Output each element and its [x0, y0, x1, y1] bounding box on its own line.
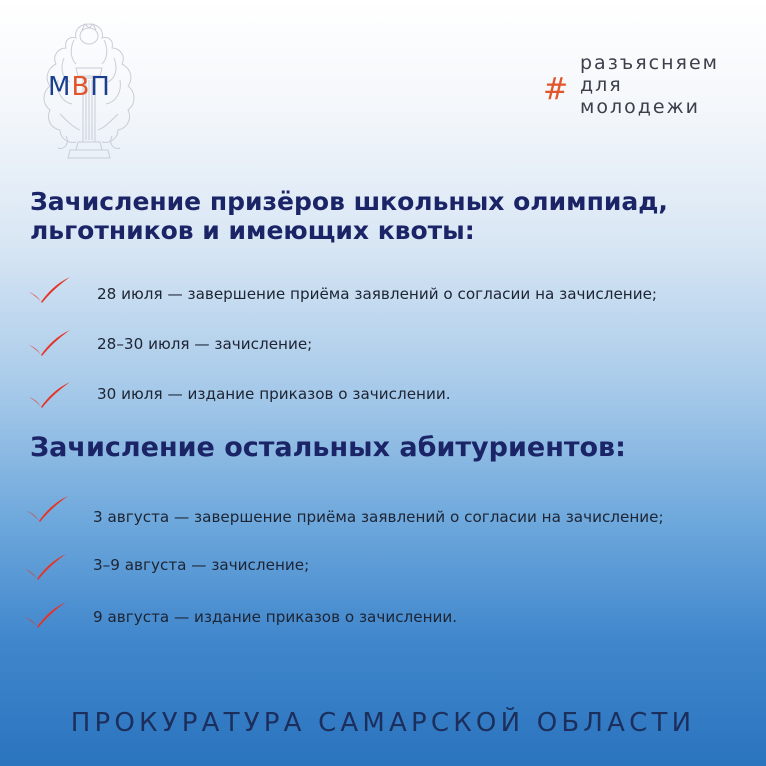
logo-suffix: П — [90, 72, 111, 102]
footer-organization: ПРОКУРАТУРА САМАРСКОЙ ОБЛАСТИ — [70, 708, 696, 738]
logo-accent: В — [71, 72, 91, 102]
list-item — [0, 550, 766, 590]
item-text: 28 июля — завершение приёма заявлений о согласии на зачисление; — [97, 285, 658, 303]
checkmark-icon — [26, 328, 72, 358]
checkmark-icon — [22, 552, 68, 582]
list-item — [0, 598, 766, 638]
item-text: 3 августа — завершение приёма заявлений о согласии на зачисление; — [93, 508, 664, 526]
list-item — [0, 494, 766, 534]
list-item — [0, 378, 766, 418]
tagline — [580, 52, 760, 118]
tagline-line: для — [580, 74, 623, 96]
checkmark-icon — [26, 275, 72, 305]
item-text: 28–30 июля — зачисление; — [97, 335, 313, 353]
list-item — [0, 275, 766, 315]
section2-title: Зачисление остальных абитуриентов: — [30, 432, 626, 463]
section1-title-line1: Зачисление призёров школьных олимпиад, — [30, 187, 668, 216]
checkmark-icon — [22, 600, 68, 630]
section1-title-line2: льготников и имеющих квоты: — [30, 216, 475, 245]
item-text: 30 июля — издание приказов о зачислении. — [97, 385, 451, 403]
tagline-line: разъясняем — [580, 52, 719, 74]
section1-title — [30, 187, 668, 245]
list-item — [0, 326, 766, 366]
hashtag-symbol: # — [543, 72, 569, 107]
tagline-line: молодежи — [580, 96, 701, 118]
item-text: 3–9 августа — зачисление; — [93, 556, 310, 574]
checkmark-icon — [26, 380, 72, 410]
mvp-logo — [48, 72, 111, 102]
checkmark-icon — [24, 494, 70, 524]
logo-prefix: М — [48, 72, 72, 102]
item-text: 9 августа — издание приказов о зачислении. — [93, 608, 458, 626]
